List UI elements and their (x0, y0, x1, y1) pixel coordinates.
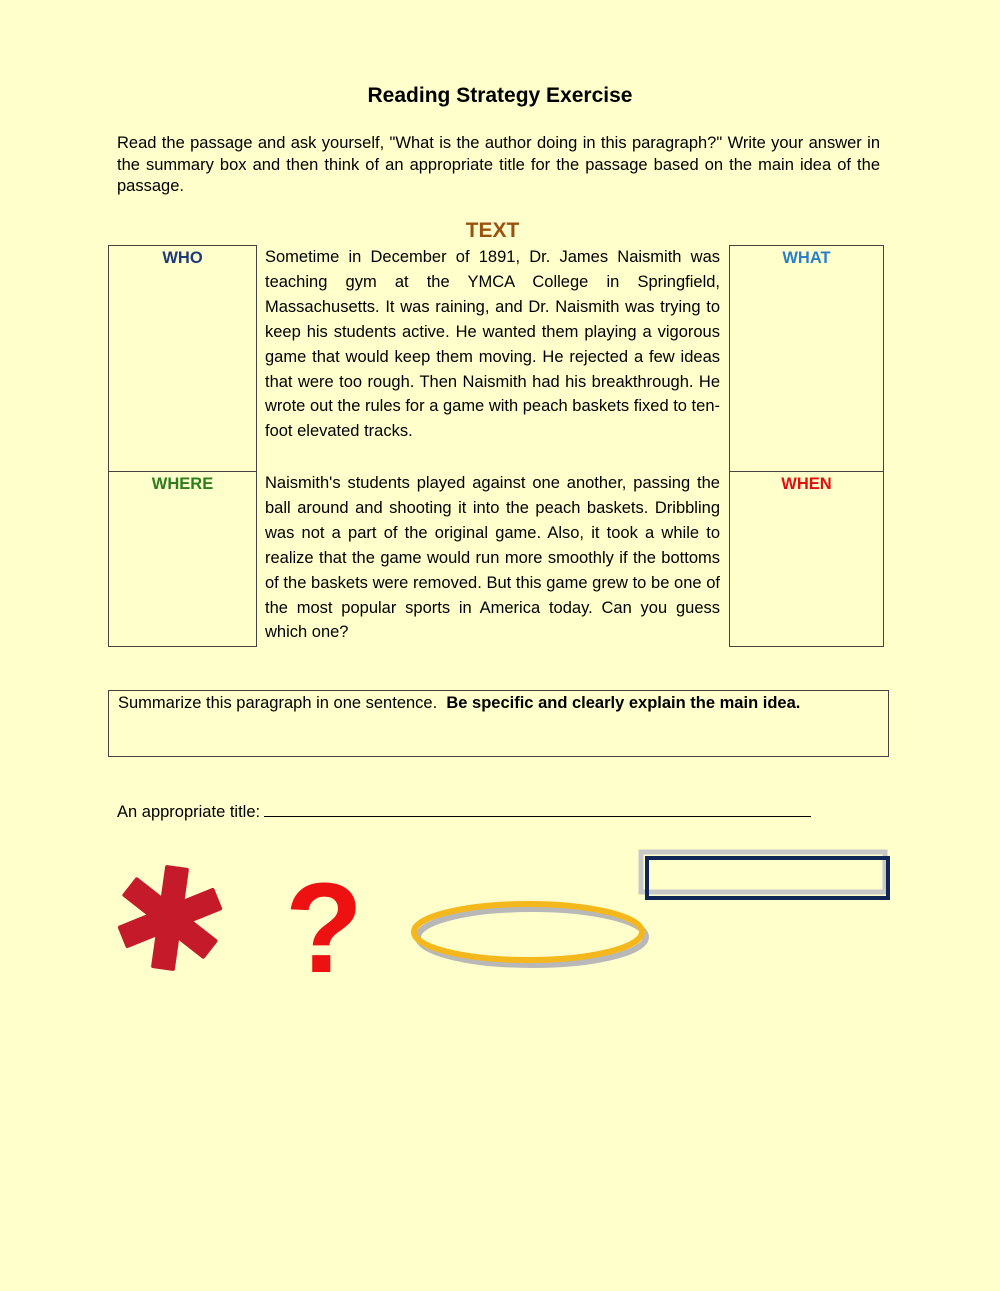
question-mark-icon[interactable] (284, 872, 364, 982)
what-box[interactable] (729, 245, 884, 472)
who-label: WHO (162, 249, 203, 267)
rectangle-highlight-icon[interactable] (636, 848, 896, 904)
page-title: Reading Strategy Exercise (367, 84, 633, 107)
when-label: WHEN (781, 475, 832, 493)
asterisk-icon[interactable] (112, 862, 230, 978)
passage-paragraph-1: Sometime in December of 1891, Dr. James Naismith was teaching gym at the YMCA College in Springfield, Massachusetts. It was raining, and Dr. Naismith was trying to keep his students active. He wanted them playing a vigorous game that would keep them moving. He rejected a few ideas that were too rough. Then Naismith had his breakthrough. He wrote out the rules for a game with peach baskets fixed to ten-foot elevated tracks. (265, 248, 720, 441)
what-label: WHAT (782, 249, 831, 267)
summary-box[interactable] (108, 690, 889, 757)
title-blank-line[interactable] (264, 802, 811, 817)
title-field[interactable] (117, 802, 837, 822)
passage-paragraph-2: Naismith's students played against one another, passing the ball around and shooting it into the peach baskets. Dribbling was not a part of the original game. Also, it took a while to realize that the game would run more smoothly if the bottoms of the baskets were removed. But this game grew to be one of the most popular sports in America today. Can you guess which one? (265, 474, 720, 642)
title-label: An appropriate title: (117, 803, 261, 821)
summary-prompt: Summarize this paragraph in one sentence. (118, 694, 438, 712)
instructions: Read the passage and ask yourself, "What is the author doing in this paragraph?" Write your answer in the summary box and then think of an appropriate title for the passage based on the main idea of the passage. (117, 134, 880, 195)
summary-emphasis: Be specific and clearly explain the main idea. (446, 694, 801, 712)
who-box[interactable] (108, 245, 257, 472)
svg-text:?: ? (284, 872, 364, 982)
where-label: WHERE (151, 475, 214, 493)
where-box[interactable] (108, 471, 257, 647)
when-box[interactable] (729, 471, 884, 647)
ellipse-highlight-icon[interactable] (408, 896, 654, 972)
text-heading: TEXT (465, 219, 520, 242)
